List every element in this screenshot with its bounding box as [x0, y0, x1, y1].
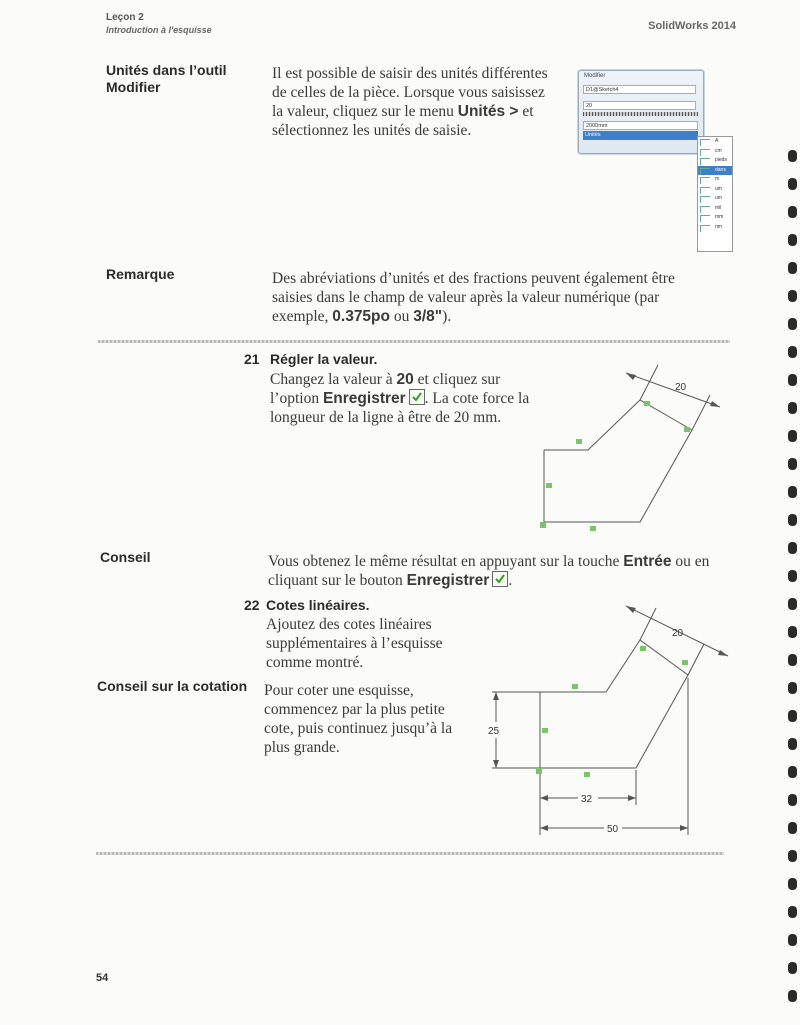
note-line3: exemple, 0.375po ou 3/8").	[272, 308, 452, 325]
lesson-number: Leçon 2	[106, 12, 144, 23]
unit-item: mm	[698, 213, 732, 223]
units-label-line2: Modifier	[106, 79, 161, 95]
step-21-number: 21	[244, 351, 260, 367]
dimension-25-label: 25	[488, 726, 500, 737]
step-21-line3: longueur de la ligne à être de 20 mm.	[270, 409, 502, 426]
step-21-paragraph	[270, 370, 540, 427]
save-check-icon	[409, 389, 425, 405]
units-menu-row: Unités	[583, 131, 698, 140]
unit-item: nm	[698, 223, 732, 233]
unit-icon	[700, 177, 710, 184]
dimension-tip-line1: Pour coter une esquisse,	[264, 682, 414, 699]
unit-item-selected: dans	[698, 166, 732, 176]
dimension-20-label: 20	[675, 382, 687, 393]
value-field: 20	[583, 101, 696, 110]
dimension-tip-paragraph	[264, 681, 484, 757]
unit-icon	[700, 158, 710, 165]
step-22-title: Cotes linéaires.	[266, 597, 370, 613]
unit-icon	[700, 149, 710, 156]
unit-icon	[700, 187, 710, 194]
dimension-50-label: 50	[607, 824, 619, 835]
step-22-line3: comme montré.	[266, 654, 364, 671]
tip-label: Conseil	[100, 549, 151, 565]
unit-item: um	[698, 185, 732, 195]
dimension-tip-line4: plus grande.	[264, 739, 340, 756]
units-line1: Il est possible de saisir des unités différentes	[272, 65, 548, 82]
units-line3: la valeur, cliquez sur le menu Unités > et	[272, 103, 534, 120]
tip-line1: Vous obtenez le même résultat en appuyant sur la touche Entrée ou en	[268, 553, 710, 570]
section-divider	[96, 852, 724, 855]
tip-line2: cliquant sur le bouton Enregistrer .	[268, 572, 513, 589]
units-line2: de celles de la pièce. Lorsque vous saisissez	[272, 84, 545, 101]
value-row: 2000mm	[583, 121, 698, 130]
dimension-20-label: 20	[672, 628, 684, 639]
modify-dialog-title: Modifier	[584, 73, 606, 79]
units-paragraph	[272, 64, 572, 140]
modify-dialog	[578, 70, 704, 154]
unit-item: um	[698, 194, 732, 204]
sketch-figure-2	[470, 600, 735, 840]
unit-icon	[700, 139, 710, 146]
step-22-paragraph	[266, 615, 486, 672]
units-label	[106, 62, 227, 96]
spiral-binding	[786, 150, 800, 1020]
units-line4: sélectionnez les unités de saisie.	[272, 122, 472, 139]
unit-icon	[700, 206, 710, 213]
sketch-figure-1	[530, 355, 740, 540]
sketch-name-field: D1@Sketch4	[583, 85, 696, 94]
step-21-line2: l’option Enregistrer . La cote force la	[270, 390, 530, 407]
unit-icon	[700, 215, 710, 222]
step-22-number: 22	[244, 597, 260, 613]
unit-icon	[700, 225, 710, 232]
dimension-32-label: 32	[581, 794, 593, 805]
thumbwheel	[583, 112, 698, 116]
tip-paragraph	[268, 552, 738, 590]
product-name: SolidWorks 2014	[648, 20, 736, 32]
unit-icon	[700, 168, 710, 175]
step-21-line1: Changez la valeur à 20 et cliquez sur	[270, 371, 501, 388]
note-paragraph	[272, 269, 732, 326]
dimension-tip-label: Conseil sur la cotation	[97, 678, 248, 694]
unit-item: pieds	[698, 156, 732, 166]
step-22-line2: supplémentaires à l’esquisse	[266, 635, 443, 652]
page-number: 54	[96, 972, 109, 984]
units-dropdown-list	[697, 136, 733, 252]
lesson-subtitle: Introduction à l'esquisse	[106, 25, 212, 35]
dimension-tip-line2: commencez par la plus petite	[264, 701, 445, 718]
unit-item: cm	[698, 147, 732, 157]
note-line2: saisies dans le champ de valeur après la valeur numérique (par	[272, 289, 660, 306]
save-check-icon	[492, 571, 508, 587]
unit-item: mil	[698, 204, 732, 214]
unit-icon	[700, 196, 710, 203]
section-divider	[98, 340, 730, 343]
note-line1: Des abréviations d’unités et des fractions peuvent également être	[272, 270, 675, 287]
step-22-line1: Ajoutez des cotes linéaires	[266, 616, 432, 633]
unit-item: m	[698, 175, 732, 185]
note-label: Remarque	[106, 266, 175, 282]
dimension-tip-line3: cote, puis continuez jusqu’à la	[264, 720, 453, 737]
unit-item: A	[698, 137, 732, 147]
step-21-title: Régler la valeur.	[270, 351, 378, 367]
units-label-line1: Unités dans l’outil	[106, 62, 227, 78]
